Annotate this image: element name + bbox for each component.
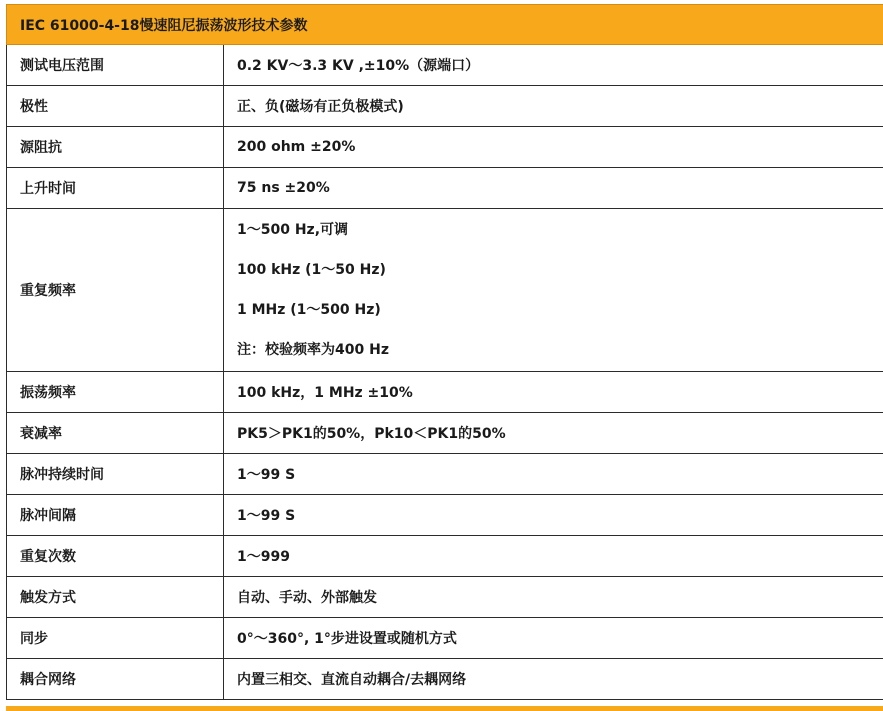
- spec-table: [6, 4, 883, 700]
- table-row: [7, 495, 883, 536]
- table-row: [7, 209, 883, 372]
- row-label: 脉冲持续时间: [7, 454, 224, 495]
- row-label: 极性: [7, 86, 224, 127]
- table-header-row: [7, 5, 883, 45]
- row-value: 100 kHz，1 MHz ±10%: [224, 372, 883, 413]
- row-label: 振荡频率: [7, 372, 224, 413]
- row-label: 同步: [7, 618, 224, 659]
- row-value: 200 ohm ±20%: [224, 127, 883, 168]
- row-value-line: 100 kHz (1～50 Hz): [237, 262, 386, 278]
- row-value: 内置三相交、直流自动耦合/去耦网络: [224, 659, 883, 700]
- table-row: [7, 168, 883, 209]
- bottom-accent-bar: [6, 706, 883, 711]
- table-row: [7, 86, 883, 127]
- row-value: 75 ns ±20%: [224, 168, 883, 209]
- table-row: [7, 536, 883, 577]
- row-label: 测试电压范围: [7, 45, 224, 86]
- row-value: 0.2 KV～3.3 KV ,±10%（源端口）: [224, 45, 883, 86]
- row-label: 重复次数: [7, 536, 224, 577]
- row-label: 源阻抗: [7, 127, 224, 168]
- table-row: [7, 577, 883, 618]
- row-value-line: 1～500 Hz,可调: [237, 222, 349, 238]
- table-row: [7, 45, 883, 86]
- table-row: [7, 618, 883, 659]
- row-value: PK5＞PK1的50%，Pk10＜PK1的50%: [224, 413, 883, 454]
- row-label: 衰减率: [7, 413, 224, 454]
- table-title: IEC 61000-4-18慢速阻尼振荡波形技术参数: [7, 5, 883, 45]
- row-value: 正、负(磁场有正负极模式): [224, 86, 883, 127]
- table-row: [7, 372, 883, 413]
- row-label: 脉冲间隔: [7, 495, 224, 536]
- row-value: 自动、手动、外部触发: [224, 577, 883, 618]
- row-label: 上升时间: [7, 168, 224, 209]
- table-row: [7, 127, 883, 168]
- table-row: [7, 413, 883, 454]
- table-row: [7, 454, 883, 495]
- row-label: 触发方式: [7, 577, 224, 618]
- table-row: [7, 659, 883, 700]
- row-label: 重复频率: [7, 209, 224, 372]
- row-value: 1～99 S: [224, 454, 883, 495]
- row-value: 1～999: [224, 536, 883, 577]
- row-value: 1～99 S: [224, 495, 883, 536]
- row-value-line: 1 MHz (1～500 Hz): [237, 302, 381, 318]
- row-value: 0°～360°, 1°步进设置或随机方式: [224, 618, 883, 659]
- row-label: 耦合网络: [7, 659, 224, 700]
- row-value-line: 注：校验频率为400 Hz: [237, 342, 389, 358]
- row-value-multiline: [224, 209, 883, 372]
